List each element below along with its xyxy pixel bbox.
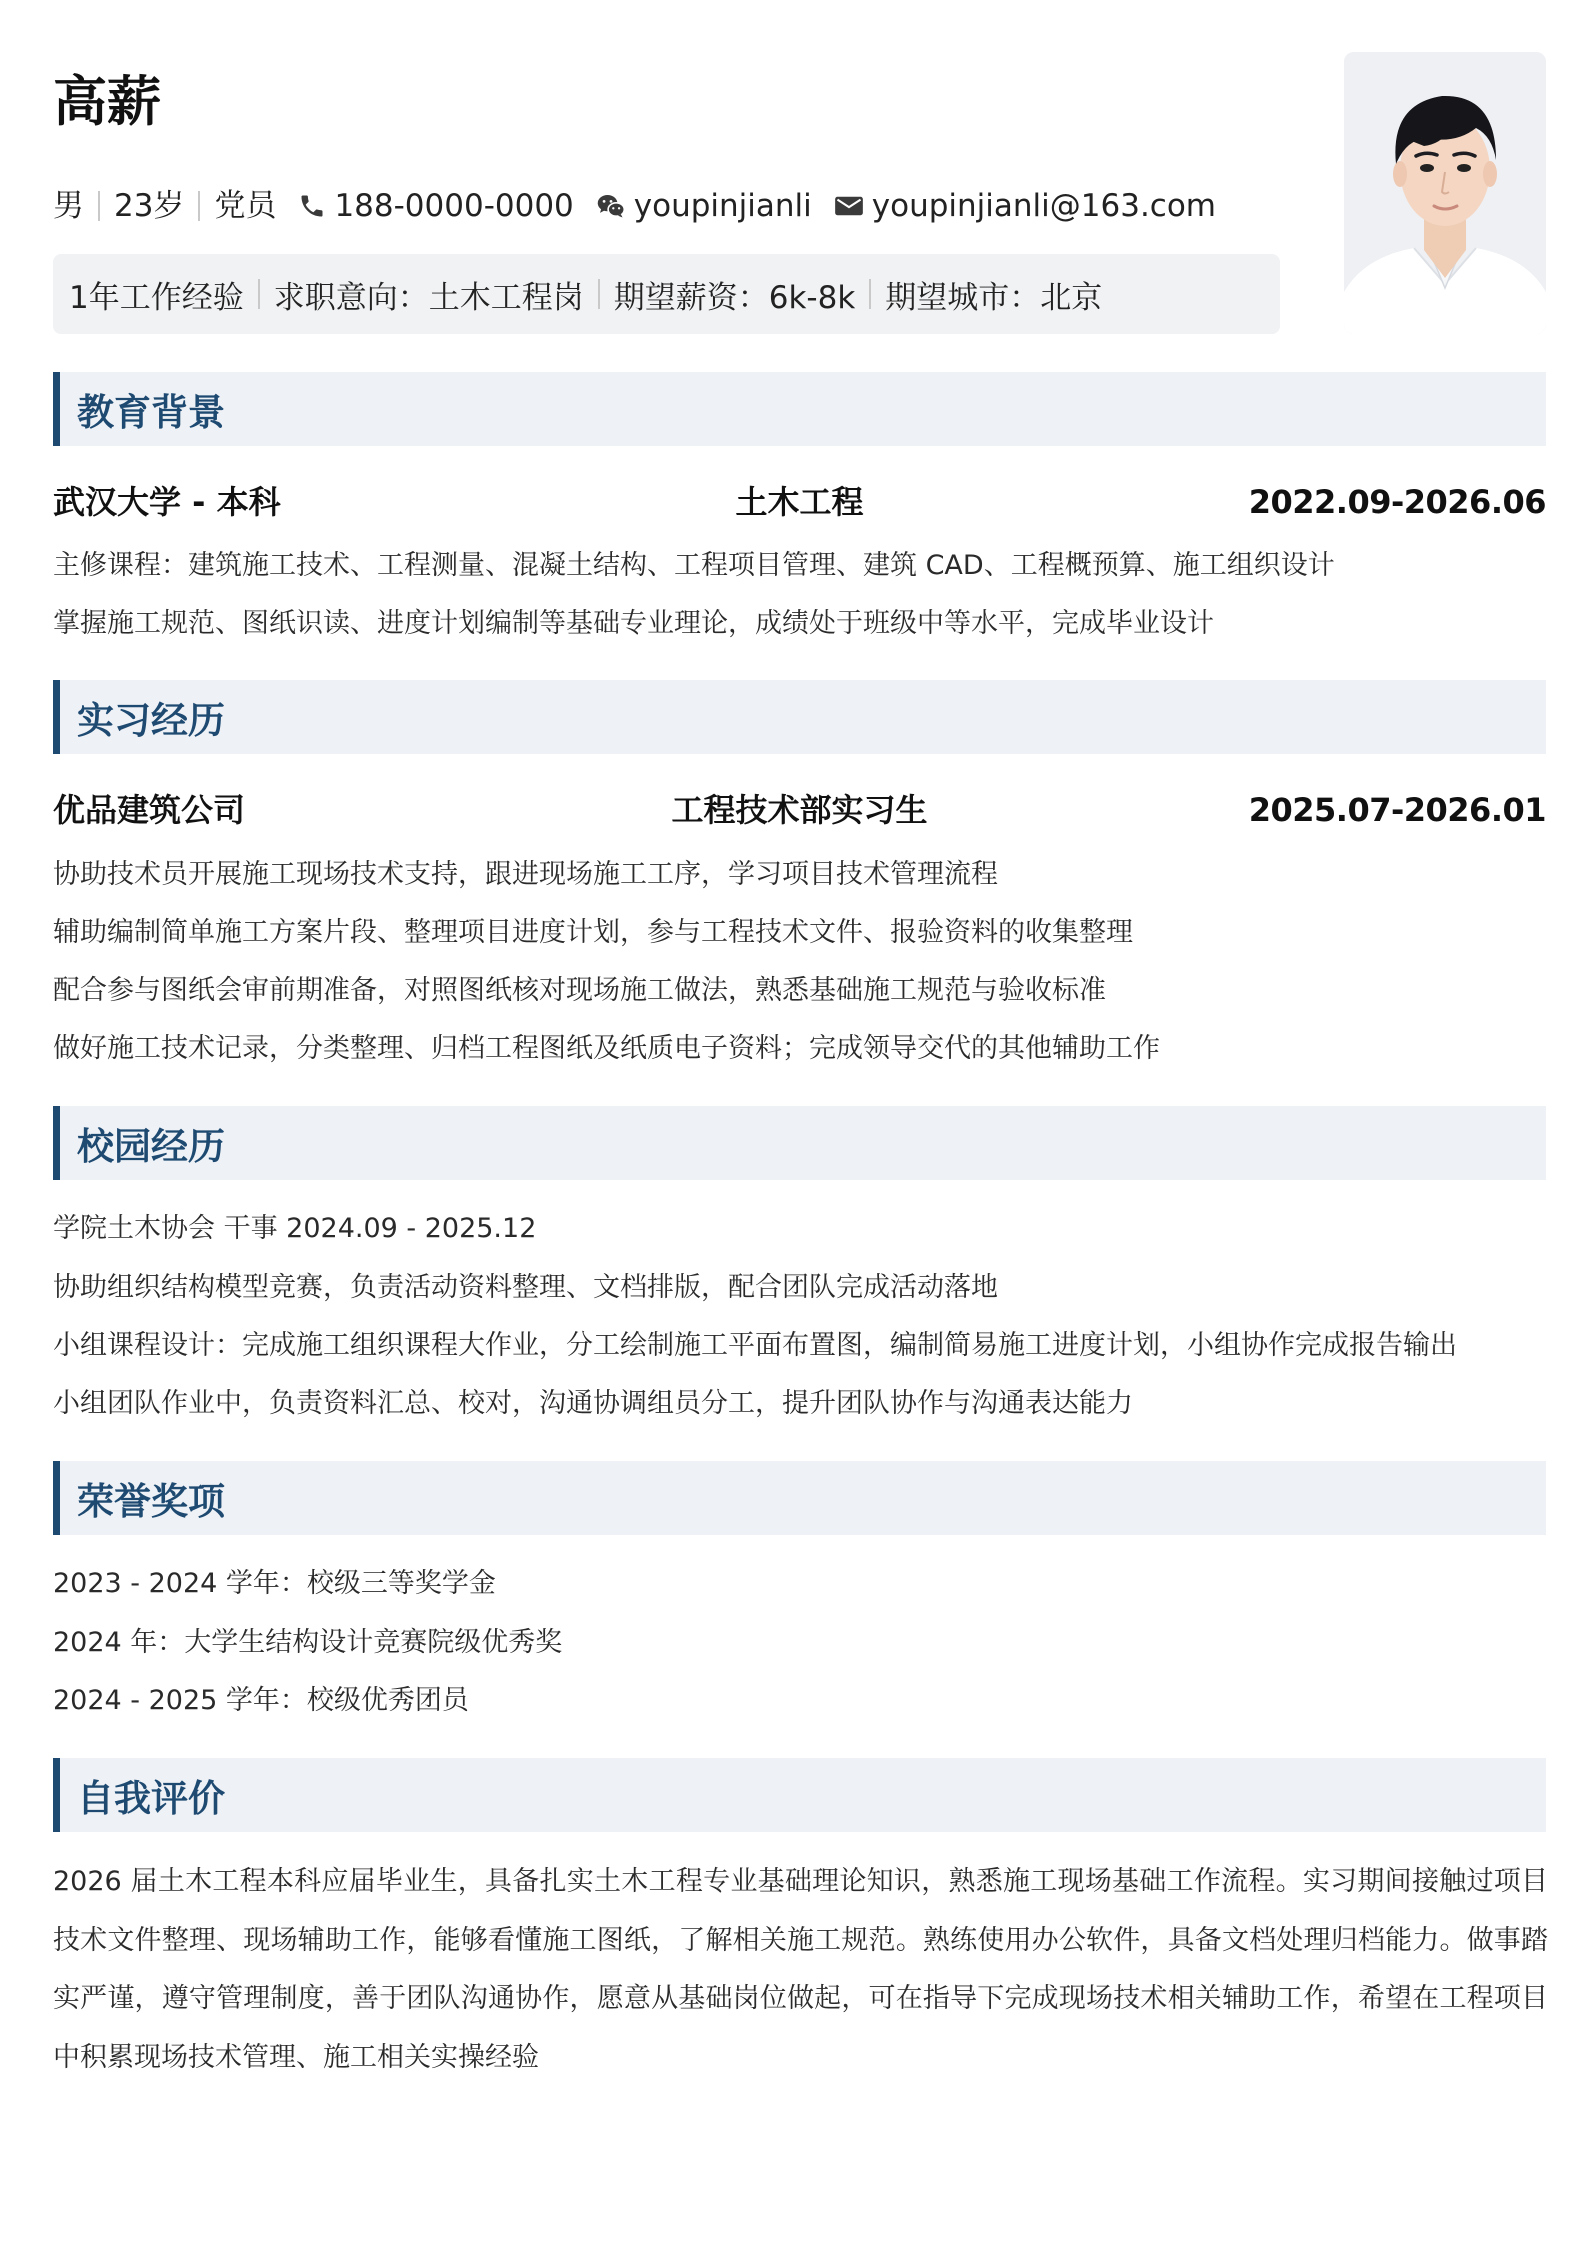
job-intent: 求职意向：土木工程岗 [273, 279, 584, 316]
email-contact [834, 184, 1216, 228]
section-header-education: 教育背景 [53, 372, 1546, 446]
section-header-honors: 荣誉奖项 [53, 1461, 1546, 1535]
work-experience: 1年工作经验 [69, 279, 244, 316]
internship-detail-line: 协助技术员开展施工现场技术支持，跟进现场施工工序，学习项目技术管理流程 [53, 859, 998, 890]
divider [869, 279, 871, 309]
email-icon [834, 194, 864, 218]
candidate-name: 高薪 [53, 70, 161, 133]
phone-number: 188-0000-0000 [334, 188, 574, 224]
basic-info-row [53, 184, 1216, 228]
expected-salary: 期望薪资：6k-8k [613, 279, 856, 316]
company-name: 优品建筑公司 [53, 791, 246, 829]
age: 23岁 [114, 188, 185, 224]
education-period: 2022.09-2026.06 [1248, 483, 1546, 521]
internship-period: 2025.07-2026.01 [1248, 791, 1546, 829]
internship-summary-row [53, 786, 1546, 834]
wechat-icon [596, 192, 626, 220]
internship-detail-line: 配合参与图纸会审前期准备，对照图纸核对现场施工做法，熟悉基础施工规范与验收标准 [53, 975, 1106, 1006]
job-intent-box [53, 254, 1280, 334]
expected-city: 期望城市：北京 [885, 279, 1103, 316]
political-status: 党员 [214, 188, 277, 224]
internship-detail-line: 做好施工技术记录，分类整理、归档工程图纸及纸质电子资料；完成领导交代的其他辅助工作 [53, 1033, 1160, 1064]
wechat-id: youpinjianli [633, 188, 812, 224]
section-header-self-evaluation: 自我评价 [53, 1758, 1546, 1832]
email-address: youpinjianli@163.com [871, 188, 1217, 224]
job-role: 工程技术部实习生 [671, 791, 928, 829]
education-detail-line: 主修课程：建筑施工技术、工程测量、混凝土结构、工程项目管理、建筑 CAD、工程概预算、施工组织设计 [53, 550, 1335, 581]
gender: 男 [53, 188, 84, 224]
divider [258, 279, 260, 309]
section-header-internship: 实习经历 [53, 680, 1546, 754]
campus-detail-line: 小组团队作业中，负责资料汇总、校对，沟通协调组员分工，提升团队协作与沟通表达能力 [53, 1388, 1133, 1419]
divider [98, 191, 100, 221]
avatar-illustration [1344, 52, 1546, 334]
honor-item: 2023 - 2024 学年：校级三等奖学金 [53, 1568, 496, 1599]
phone-icon [298, 192, 326, 220]
major: 土木工程 [735, 483, 864, 521]
wechat-contact [596, 184, 812, 228]
profile-photo [1344, 52, 1546, 334]
education-detail-line: 掌握施工规范、图纸识读、进度计划编制等基础专业理论，成绩处于班级中等水平，完成毕业设计 [53, 608, 1214, 639]
campus-detail-line: 协助组织结构模型竞赛，负责活动资料整理、文档排版，配合团队完成活动落地 [53, 1272, 998, 1303]
section-header-campus: 校园经历 [53, 1106, 1546, 1180]
campus-detail-line: 小组课程设计：完成施工组织课程大作业，分工绘制施工平面布置图，编制简易施工进度计划，小组协作完成报告输出 [53, 1330, 1457, 1361]
internship-detail-line: 辅助编制简单施工方案片段、整理项目进度计划，参与工程技术文件、报验资料的收集整理 [53, 917, 1133, 948]
divider [598, 279, 600, 309]
school-name: 武汉大学 - 本科 [53, 483, 281, 521]
phone-contact [298, 184, 573, 228]
honor-item: 2024 年：大学生结构设计竞赛院级优秀奖 [53, 1627, 563, 1658]
campus-detail-line: 学院土木协会 干事 2024.09 - 2025.12 [53, 1213, 537, 1244]
education-summary-row [53, 478, 1546, 526]
self-evaluation-text: 2026 届土木工程本科应届毕业生，具备扎实土木工程专业基础理论知识，熟悉施工现场基础工作流程。实习期间接触过项目技术文件整理、现场辅助工作，能够看懂施工图纸，了解相关施工规范。熟练使用办公软件，具备文档处理归档能力。做事踏实严谨，遵守管理制度，善于团队沟通协作，愿意从基础岗位做起，可在指导下完成现场技术相关辅助工作，希望在工程项目中积累现场技术管理、施工相关实操经验 [53, 1866, 1548, 2073]
honor-item: 2024 - 2025 学年：校级优秀团员 [53, 1685, 469, 1716]
divider [198, 191, 200, 221]
